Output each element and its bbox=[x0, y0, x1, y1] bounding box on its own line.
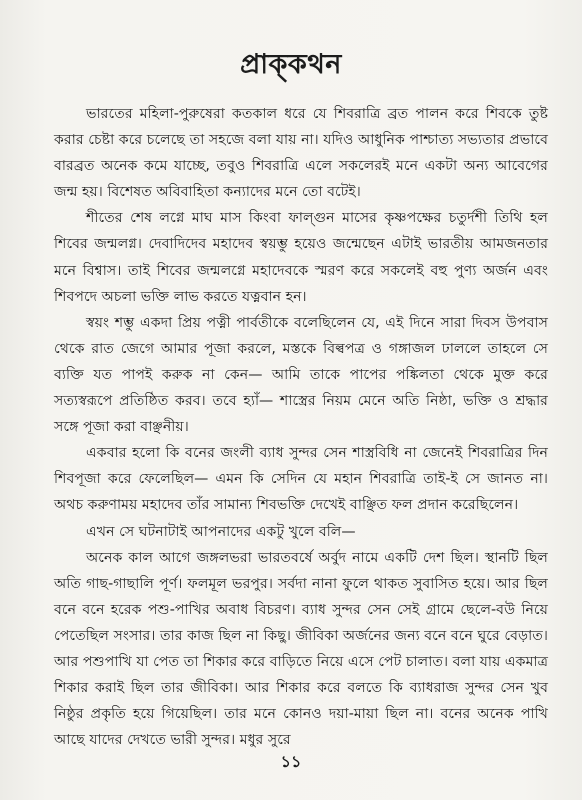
paragraph-3: স্বয়ং শম্ভু একদা প্রিয় পত্নী পার্বতীকে বলেছিলেন যে, এই দিনে সারা দিবস উপবাস থেকে রাত জেগে আমার পূজা করলে, মস্তকে বিল্বপত্র ও গঙ্গাজল ঢাললে তাহলে সে ব্যক্তি যত পাপই করুক না কেন— আমি তাকে পাপের পঙ্কিলতা থেকে মুক্ত করে সত্যস্বরূপে প্রতিষ্ঠিত করব। তবে হ্যাঁ— শাস্ত্রের নিয়ম মেনে অতি নিষ্ঠা, ভক্তি ও শ্রদ্ধার সঙ্গে পূজা করা বাঞ্ছনীয়। bbox=[54, 314, 548, 436]
paragraph-2: শীতের শেষ লগ্নে মাঘ মাস কিংবা ফাল্গুন মাসের কৃষ্ণপক্ষের চতুর্দশী তিথি হল শিবের জন্মলগ্ন। দেবাদিদেব মহাদেব স্বয়ম্ভু হয়েও জন্মেছেন এটাই ভারতীয় আমজনতার মনে বিশ্বাস। তাই শিবের জন্মলগ্নে মহাদেবকে স্মরণ করে সকলেই বহু পুণ্য অর্জন এবং শিবপদে অচলা ভক্তি লাভ করতে যত্নবান হন। bbox=[54, 210, 548, 305]
paragraph-6: অনেক কাল আগে জঙ্গলভরা ভারতবর্ষে অর্বুদ নামে একটি দেশ ছিল। স্থানটি ছিল অতি গাছ-গাছালি পূর্ণ। ফলমূল ভরপুর। সর্বদা নানা ফুলে থাকত সুবাসিত হয়ে। আর ছিল বনে বনে হরেক পশু-পাখির অবাধ বিচরণ। ব্যাধ সুন্দর সেন সেই গ্রামে ছেলে-বউ নিয়ে পেতেছিল সংসার। তার কাজ ছিল না কিছু। জীবিকা অর্জনের জন্য বনে বনে ঘুরে বেড়াত। আর পশুপাখি যা পেত তা শিকার করে বাড়িতে নিয়ে এসে পেট চালাত। বলা যায় একমাত্র শিকার করাই ছিল তার জীবিকা। আর শিকার করে বলতে কি ব্যাধরাজ সুন্দর সেন খুব নিষ্ঠুর প্রকৃতি হয়ে গিয়েছিল। তার মনে কোনও দয়া-মায়া ছিল না। বনের অনেক পাখি আছে যাদের দেখতে ভারী সুন্দর। মধুর সুরে bbox=[54, 549, 548, 749]
page-title: প্রাক্‌কথন bbox=[240, 49, 342, 80]
paragraph-5: এখন সে ঘটনাটাই আপনাদের একটু খুলে বলি— bbox=[86, 523, 356, 540]
page-number: ১১ bbox=[280, 752, 302, 771]
paragraph-4: একবার হলো কি বনের জংলী ব্যাধ সুন্দর সেন শাস্ত্রবিধি না জেনেই শিবরাত্রির দিন শিবপূজা করে ফেলেছিল— এমন কি সেদিন যে মহান শিবরাত্রি তাই-ই সে জানত না। অথচ করুণাময় মহাদেব তাঁর সামান্য শিবভক্তি দেখেই বাঞ্ছিত ফল প্রদান করেছিলেন। bbox=[54, 445, 548, 514]
body-text bbox=[54, 101, 548, 753]
paragraph-1: ভারতের মহিলা-পুরুষেরা কতকাল ধরে যে শিবরাত্রি ব্রত পালন করে শিবকে তুষ্ট করার চেষ্টা করে চলেছে তা সহজে বলা যায় না। যদিও আধুনিক পাশ্চাত্য সভ্যতার প্রভাবে বারব্রত অনেক কমে যাচ্ছে, তবুও শিবরাত্রি এলে সকলেরই মনে একটা অন্য আবেগের জন্ম হয়। বিশেষত অবিবাহিতা কন্যাদের মনে তো বটেই। bbox=[54, 106, 548, 201]
